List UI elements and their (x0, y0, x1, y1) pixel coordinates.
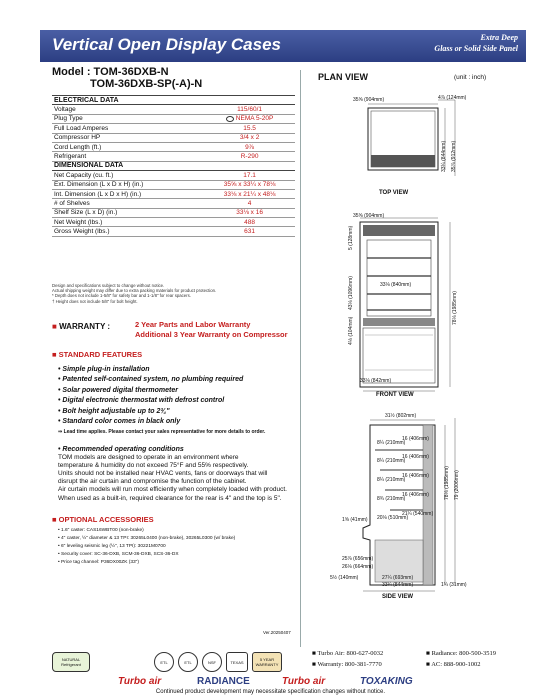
etl-sanitation-logo: ETL (178, 652, 198, 672)
side-dim-s1: 8¼ (210mm) (377, 440, 406, 446)
top-dim-small: 4⅞ (124mm) (438, 95, 467, 101)
side-dim-height1: 78⅛ (1985mm) (444, 466, 450, 500)
nsf-logo: NSF (202, 652, 222, 672)
feature-text: Bolt height adjustable up to 2¾" (62, 407, 170, 415)
side-dim-s1d: 16 (406mm) (402, 436, 429, 442)
front-view-drawing (305, 210, 530, 395)
side-dim-s2: 8¼ (210mm) (377, 458, 406, 464)
spec-label: Cord Length (ft.) (52, 142, 204, 151)
spec-row (52, 114, 295, 123)
spec-label: # of Shelves (52, 199, 204, 208)
spec-row (52, 180, 295, 189)
header-subtitle-1: Extra Deep (480, 33, 518, 42)
spec-value: 3/4 x 2 (204, 133, 295, 142)
bullet-square-icon: ■ (52, 322, 60, 331)
contact-text: AC: 888-900-1002 (431, 661, 481, 668)
side-dim-height2: 79 (2006mm) (454, 470, 460, 500)
accessory-item: • Security cover: SC-36-DXB, SCM-36-DXB, SCS-36-DX (58, 552, 179, 558)
spec-value: 33⅛ x 21¼ x 48⅛ (204, 189, 295, 198)
feature-item: • Digital electronic thermostat with defrost control (58, 397, 225, 405)
recommended-line: disrupt the air curtain and compromise the function of the cabinet. (58, 478, 247, 486)
recommended-conditions (58, 446, 287, 503)
spec-row (52, 208, 295, 217)
accessories-list (58, 527, 235, 567)
accessory-item: • Price tag channel: P36DX00ZK (33") (58, 560, 139, 566)
features-list (58, 365, 265, 438)
front-dim-width-top: 35⅝ (904mm) (353, 213, 385, 219)
spec-label: Full Load Amperes (52, 124, 204, 133)
feature-text: Simple plug-in installation (62, 366, 150, 373)
spec-value: 4 (204, 199, 295, 208)
front-dim-shelf: 33⅛ (840mm) (380, 282, 412, 288)
contact-info (308, 650, 528, 672)
top-view-label: TOP VIEW (379, 190, 409, 196)
spec-row (52, 227, 295, 236)
side-dim-bottom-left: 5½ (140mm) (330, 575, 359, 581)
spec-table (52, 95, 295, 237)
spec-label: Int. Dimension (L x D x H) (in.) (52, 189, 204, 198)
bullet-square-icon: ■ (426, 661, 432, 668)
note-line: Actual shipping weight may differ due to extra packing materials for product protection. (52, 288, 217, 294)
side-dim-left3: 26⅛ (664mm) (342, 564, 374, 570)
spec-value: 488 (204, 218, 295, 227)
lead-time-text: Lead time applies. Please contact your sales representative for more details to order. (63, 429, 266, 436)
warranty-line-2: Additional 3 Year Warranty on Compressor (135, 330, 288, 339)
accessories-title-wrap (52, 515, 154, 524)
accessory-item: • 6" leveling seismic leg (½", 13 TPI): 30221M0700 (58, 544, 166, 550)
plan-view-title: PLAN VIEW (318, 72, 369, 82)
top-dim-depth1: 33¼ (844mm) (441, 140, 447, 172)
spec-row (52, 124, 295, 133)
recommended-line: Units should not be installed near HVAC vents, fans or doorways that will (58, 470, 268, 478)
header-subtitle-2: Glass or Solid Side Panel (434, 44, 518, 53)
contact-text: Radiance: 800-500-3519 (431, 650, 497, 657)
feature-text: Digital electronic thermostat with defrost control (62, 397, 225, 405)
front-dim-height: 78⅛ (1985mm) (452, 291, 458, 325)
spec-label: Refrigerant (52, 152, 204, 161)
side-dim-bottom-total: 33¼ (844mm) (382, 582, 414, 588)
column-divider (300, 70, 301, 647)
etl-logo: ETL (154, 652, 174, 672)
spec-label: Net Capacity (cu. ft.) (52, 171, 204, 180)
accessory-item: • 1.6" caster: CAS16WBT00 (non-brake) (58, 528, 144, 533)
brand-turbo-air-2: Turbo air (282, 676, 326, 687)
spec-value: 17.1 (204, 171, 295, 180)
feature-text: Standard color comes in black only (62, 418, 181, 426)
spec-row (52, 218, 295, 227)
side-dim-depth-top: 31½ (802mm) (385, 413, 417, 419)
front-dim-int-h: 43⅛ (1096mm) (348, 276, 354, 310)
spec-value: 33⅛ x 16 (204, 208, 295, 217)
certification-logos (52, 652, 297, 674)
top-dim-depth2: 35⅞ (912mm) (451, 140, 457, 172)
spec-label: Shelf Size (L x D) (in.) (52, 208, 204, 217)
spec-row (52, 105, 295, 114)
texas-logo: TEXAS (226, 652, 248, 672)
spec-value: 631 (204, 227, 295, 236)
header-banner (40, 30, 526, 62)
side-dim-bottom-right: 1¼ (31mm) (441, 582, 467, 588)
footer-disclaimer: Continued product development may necessitate specification changes without notice. (155, 689, 386, 695)
spec-value: R-290 (204, 152, 295, 161)
side-dim-s5d: 21¼ (540mm) (402, 511, 434, 517)
side-dim-left2: 25⅞ (656mm) (342, 556, 374, 562)
model-line-1: Model : TOM-36DXB-N (52, 66, 169, 78)
contact-text: Turbo Air: 800-627-0032 (317, 650, 384, 657)
model-line-2: TOM-36DXB-SP(-A)-N (90, 78, 203, 90)
front-view-label: FRONT VIEW (376, 392, 414, 398)
feature-item: • Solar powered digital thermometer (58, 386, 178, 394)
feature-item: • Bolt height adjustable up to 2¾" (58, 407, 170, 415)
feature-text: Patented self-contained system, no plumbing required (62, 376, 244, 384)
feature-item: • Simple plug-in installation (58, 366, 150, 373)
spec-row (52, 189, 295, 198)
note-line: † Height does not include 5/8" for bolt height. (52, 298, 138, 304)
note-line: * Depth does not include 1-5/8" for safety bar and 1-1/8" for rear spacers. (52, 293, 191, 299)
top-dim-width: 35⅝ (904mm) (353, 97, 385, 103)
contact-radiance (426, 650, 496, 657)
brand-radiance: RADIANCE (197, 676, 250, 687)
page-title: Vertical Open Display Cases (52, 35, 281, 54)
bullet-square-icon: ■ (426, 650, 432, 657)
spec-row (52, 142, 295, 151)
contact-turbo-air (312, 650, 383, 657)
side-view-label: SIDE VIEW (382, 594, 414, 600)
natural-refrigerant-logo: NATURAL Refrigerant (52, 652, 90, 672)
recommended-line: TOM models are designed to operate in an environment where (58, 454, 239, 462)
brand-turbo-air-1: Turbo air (118, 676, 162, 687)
note-line: Design and specifications subject to change without notice. (52, 283, 165, 288)
features-title: STANDARD FEATURES (58, 350, 143, 359)
recommended-title: Recommended operating conditions (62, 446, 184, 453)
warranty-label: WARRANTY : (59, 322, 111, 331)
unit-label: (unit : inch) (454, 74, 487, 81)
spec-value: 35⅝ x 33¼ x 78⅛ (204, 180, 295, 189)
bullet-square-icon: ■ (312, 661, 318, 668)
spec-label: Net Weight (lbs.) (52, 218, 204, 227)
recommended-line: When used as a built-in, required clearance for the rear is 4" and the top is 5". (58, 494, 282, 502)
model-block (52, 66, 202, 90)
features-title-wrap (52, 350, 142, 359)
five-year-warranty-logo: 5 YEAR WARRANTY (252, 652, 282, 672)
brand-toxaking: TOXAKING (360, 676, 413, 687)
plug-type-value: NEMA 5-20P (235, 115, 274, 123)
recommended-title-wrap: • Recommended operating conditions (58, 446, 184, 453)
side-dim-s3: 8¼ (210mm) (377, 477, 406, 483)
recommended-line: Air curtain models will run most efficiently when completely loaded with product. (58, 486, 287, 494)
spec-value: 15.5 (204, 124, 295, 133)
recommended-line: temperature & humidity do not exceed 75°F and 55% respectively. (58, 462, 249, 470)
spec-row (52, 171, 295, 180)
accessory-item: • 4" caster, ½" diameter & 13 TPI: 30265L0400 (non-brake), 30265L0300 (w/ brake) (58, 536, 236, 542)
side-dim-s2d: 16 (406mm) (402, 454, 429, 460)
spec-label: Voltage (52, 105, 204, 114)
side-dim-left1: 1⅝ (41mm) (342, 517, 368, 523)
bullet-square-icon: ■ (312, 650, 318, 657)
bullet-square-icon: ■ (52, 350, 59, 359)
spec-row (52, 199, 295, 208)
version-label: Ver.20250407 (263, 630, 291, 635)
side-dim-s4: 8¾ (210mm) (377, 496, 406, 502)
side-dim-s5: 20⅛ (510mm) (377, 515, 409, 521)
spec-label: Gross Weight (lbs.) (52, 227, 204, 236)
spec-label: Plug Type (52, 114, 204, 123)
accessories-title: OPTIONAL ACCESSORIES (58, 515, 154, 524)
lead-time-note: ⇒ Lead time applies. Please contact your sales representative for more details to order. (58, 429, 266, 436)
bullet-square-icon: ■ (52, 515, 59, 524)
contact-ac (426, 661, 481, 668)
spec-value (204, 114, 295, 123)
feature-text: Solar powered digital thermometer (62, 386, 178, 394)
front-dim-bottom: 4⅛ (104mm) (348, 316, 354, 345)
contact-text: Warranty: 800-381-7770 (317, 661, 382, 668)
feature-item: • Standard color comes in black only (58, 418, 181, 426)
contact-warranty (312, 661, 382, 668)
brand-bar (40, 676, 526, 688)
spec-label: Ext. Dimension (L x D x H) (in.) (52, 180, 204, 189)
side-dim-s3d: 16 (406mm) (402, 473, 429, 479)
spec-row (52, 133, 295, 142)
spec-label: Compressor HP (52, 133, 204, 142)
warranty-line-1: 2 Year Parts and Labor Warranty (135, 320, 251, 329)
warranty-label-wrap (52, 322, 110, 331)
spec-value: 9⅞ (204, 142, 295, 151)
dimensional-title: DIMENSIONAL DATA (52, 161, 295, 170)
plug-icon (226, 116, 234, 122)
spec-row (52, 152, 295, 161)
top-view-drawing (305, 90, 530, 200)
spec-value: 115/60/1 (204, 105, 295, 114)
side-dim-bottom-mid: 27¼ (693mm) (382, 575, 414, 581)
feature-item: • Patented self-contained system, no plumbing required (58, 376, 244, 384)
front-dim-width-bottom: 33⅛ (842mm) (360, 378, 392, 384)
electrical-title: ELECTRICAL DATA (52, 96, 295, 105)
side-dim-s4d: 16 (406mm) (402, 492, 429, 498)
front-dim-top-gap: 5 (128mm) (348, 225, 354, 250)
spec-notes (52, 283, 216, 304)
